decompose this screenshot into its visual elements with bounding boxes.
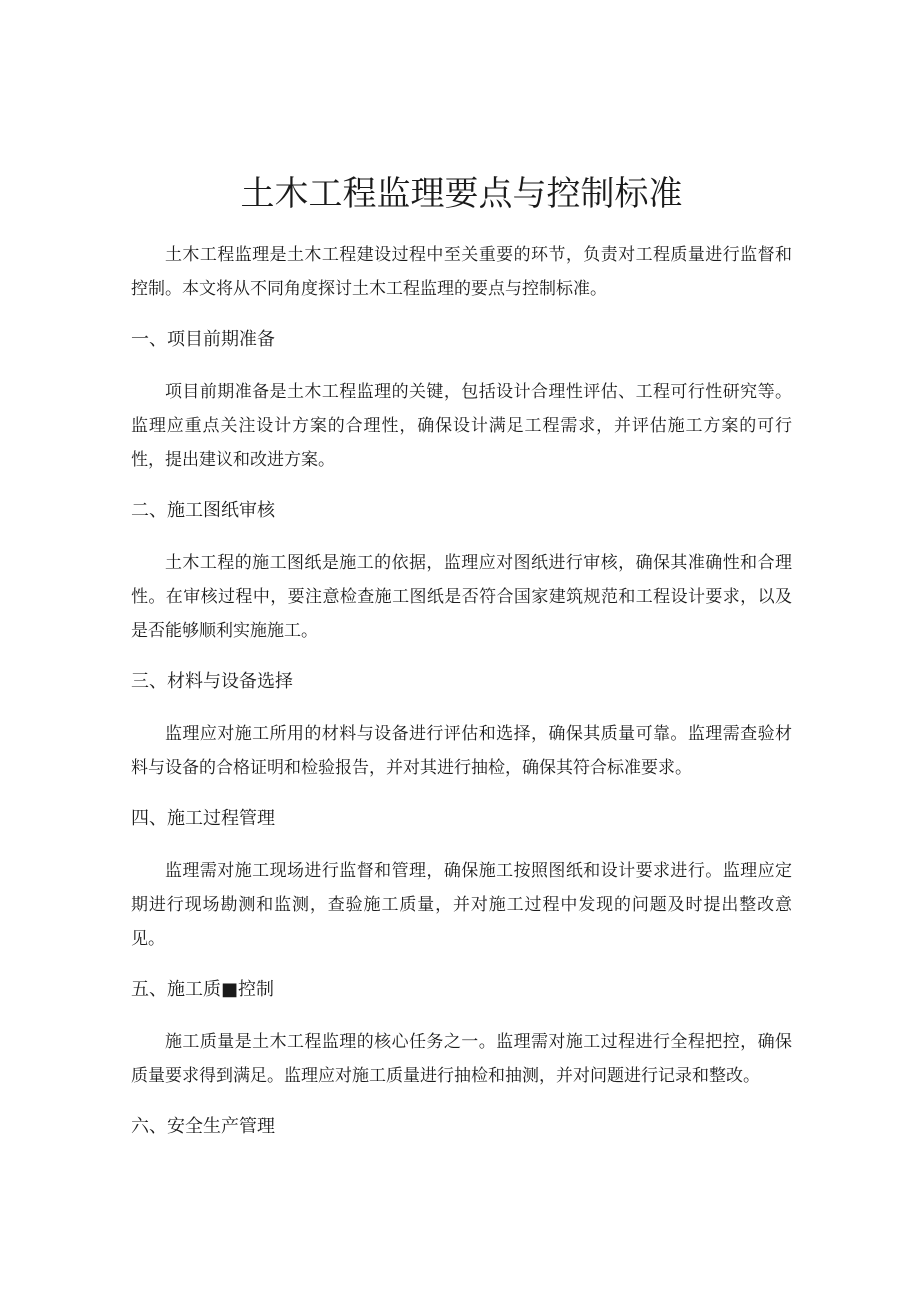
- section-body-1: 项目前期准备是土木工程监理的关键，包括设计合理性评估、工程可行性研究等。监理应重点关注设计方案的合理性，确保设计满足工程需求，并评估施工方案的可行性，提出建议和改进方案。: [131, 382, 792, 470]
- section-heading-4: 四、施工过程管理: [131, 808, 275, 829]
- section-body-4: 监理需对施工现场进行监督和管理，确保施工按照图纸和设计要求进行。监理应定期进行现场勘测和监测，查验施工质量，并对施工过程中发现的问题及时提出整改意见。: [131, 861, 792, 949]
- document-title: 土木工程监理要点与控制标准: [240, 174, 683, 214]
- section-body-2: 土木工程的施工图纸是施工的依据，监理应对图纸进行审核，确保其准确性和合理性。在审核过程中，要注意检查施工图纸是否符合国家建筑规范和工程设计要求，以及是否能够顺利实施施工。: [131, 553, 792, 641]
- section-heading-6: 六、安全生产管理: [131, 1116, 275, 1137]
- section-body-5: 施工质量是土木工程监理的核心任务之一。监理需对施工过程进行全程把控，确保质量要求得到满足。监理应对施工质量进行抽检和抽测，并对问题进行记录和整改。: [131, 1032, 792, 1086]
- section-heading-3: 三、材料与设备选择: [131, 671, 293, 692]
- intro-paragraph: 土木工程监理是土木工程建设过程中至关重要的环节，负责对工程质量进行监督和控制。本文将从不同角度探讨土木工程监理的要点与控制标准。: [131, 245, 792, 299]
- section-heading-5: 五、施工质■控制: [131, 979, 275, 1000]
- section-heading-1: 一、项目前期准备: [131, 329, 275, 350]
- section-heading-2: 二、施工图纸审核: [131, 500, 275, 521]
- section-body-3: 监理应对施工所用的材料与设备进行评估和选择，确保其质量可靠。监理需查验材料与设备的合格证明和检验报告，并对其进行抽检，确保其符合标准要求。: [131, 724, 792, 778]
